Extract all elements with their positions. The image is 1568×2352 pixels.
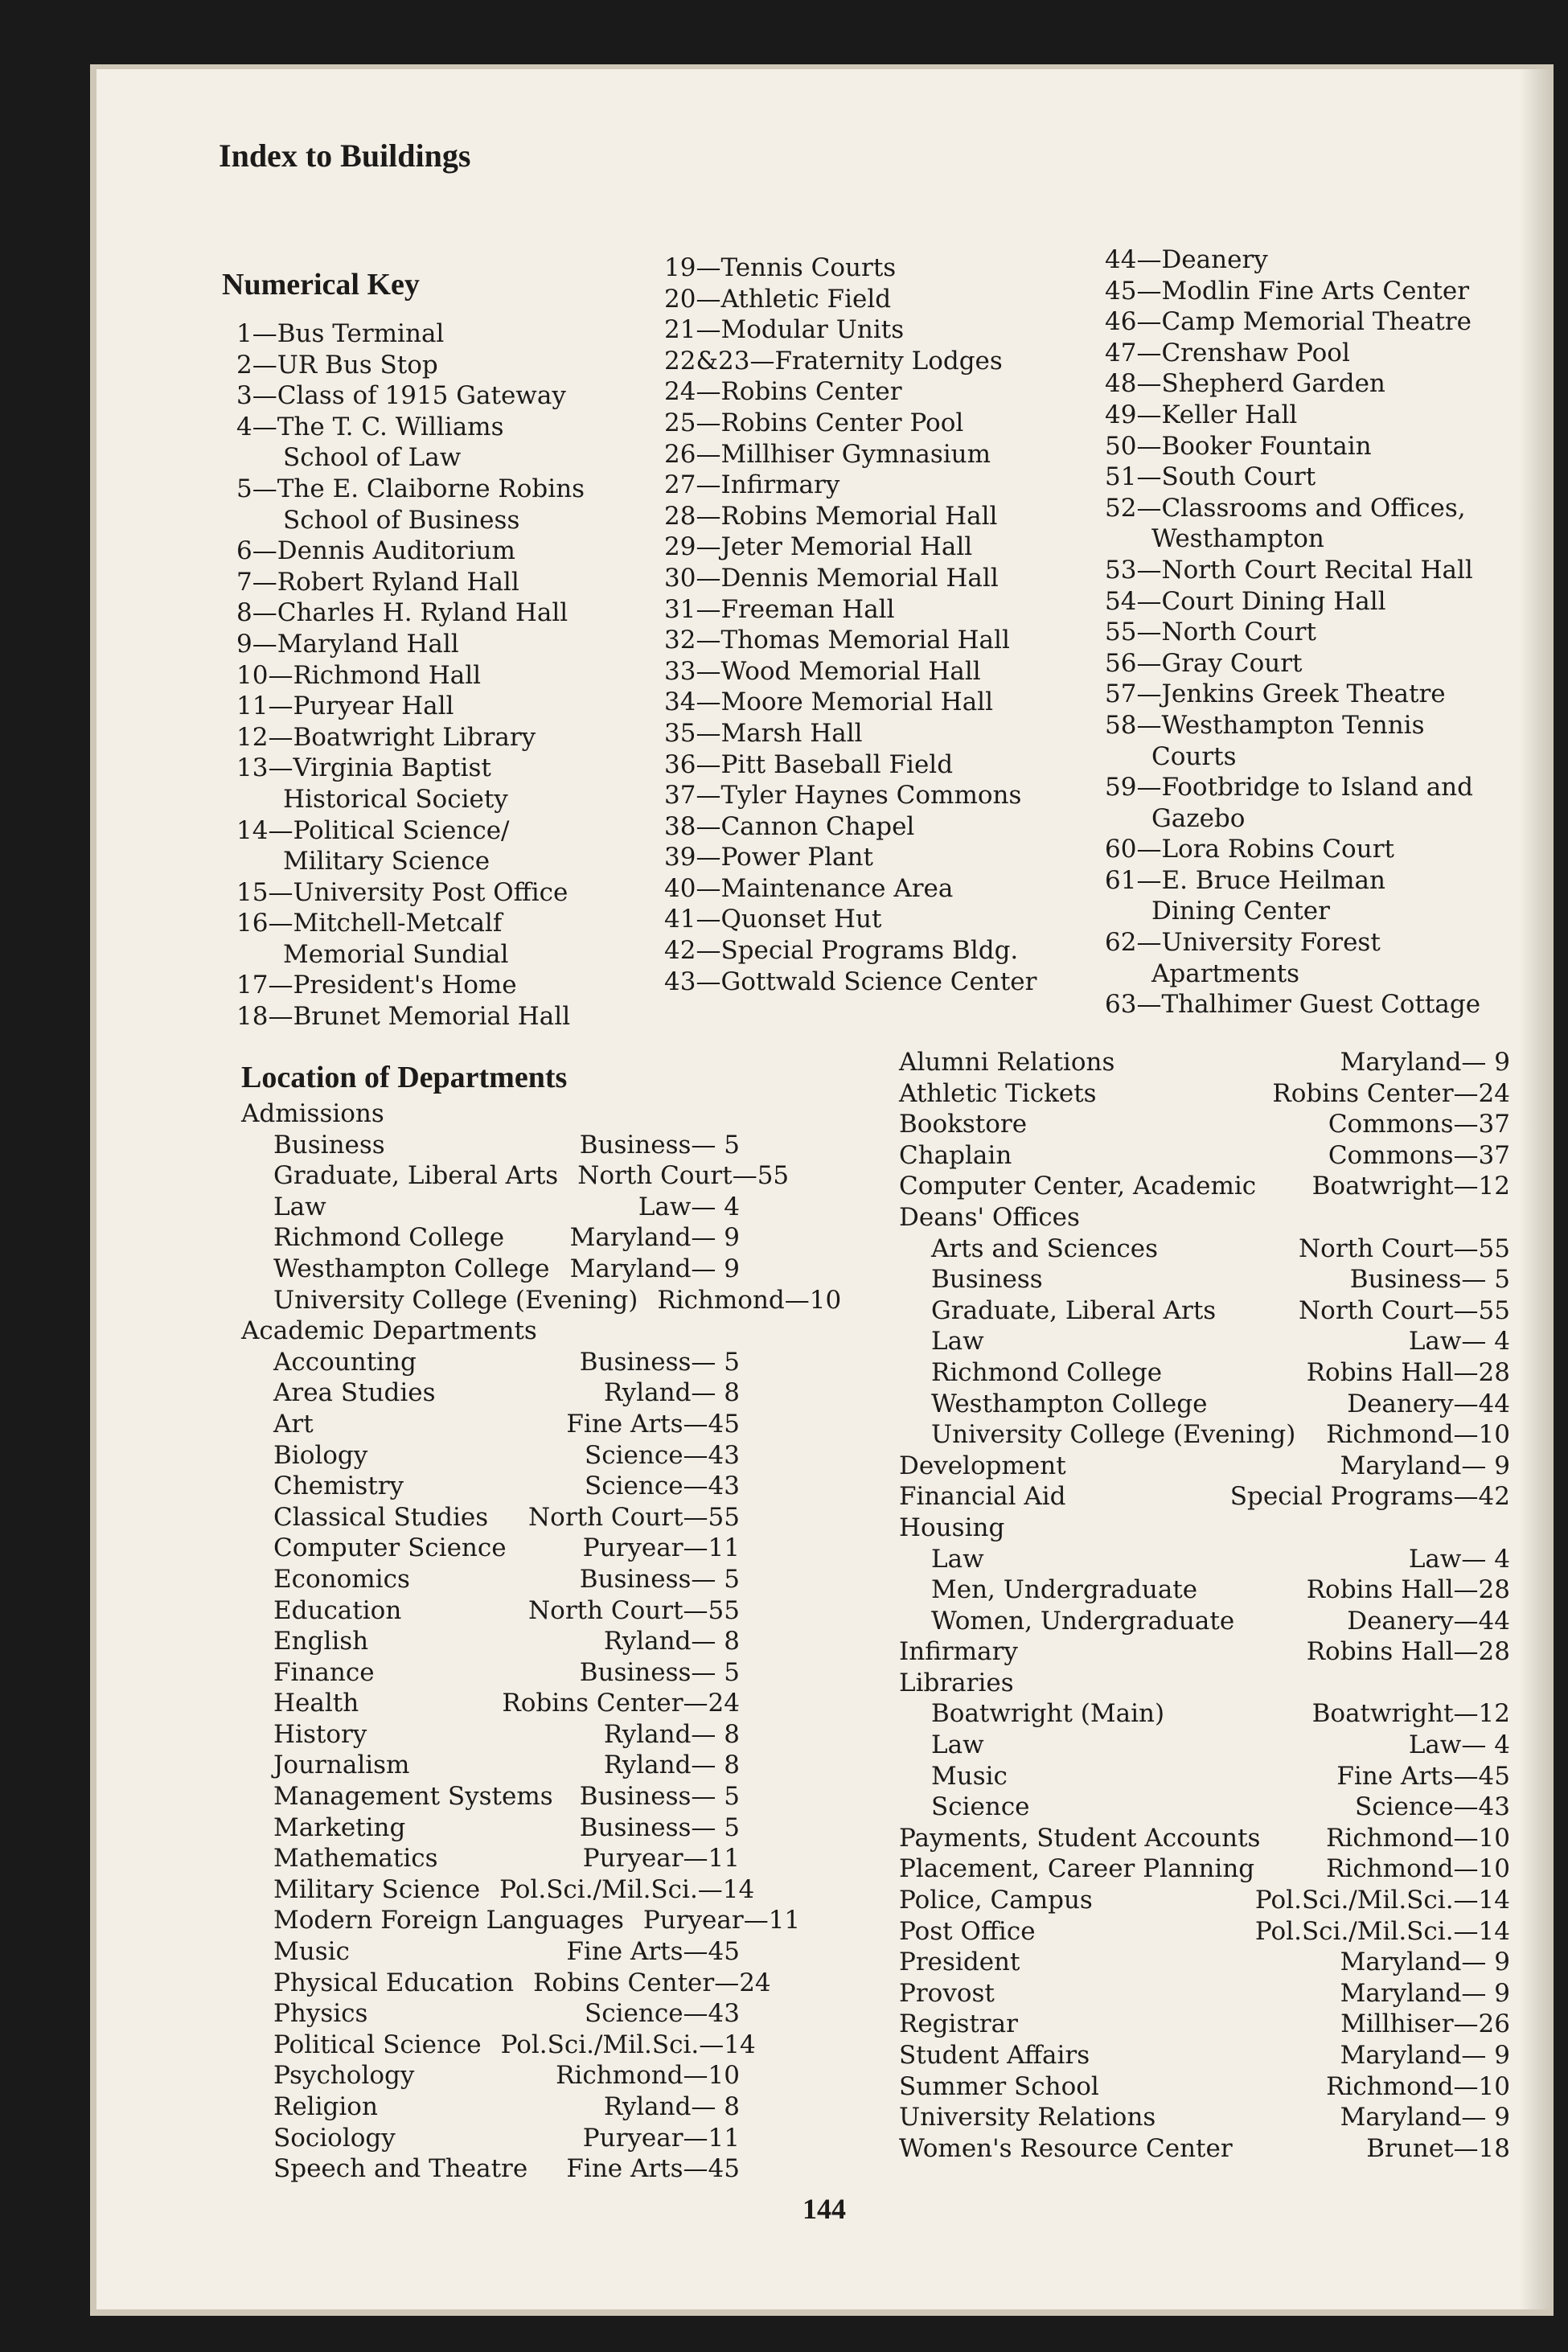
department-building: Richmond—10 [1326,1854,1510,1884]
department-row [899,1295,1510,1327]
department-building: Maryland— 9 [1340,1048,1510,1077]
department-name: University College (Evening) [273,1285,638,1315]
key-entry-continuation: Memorial Sundial [283,939,509,969]
key-entry-continuation: Historical Society [283,784,508,814]
department-row [899,1544,1510,1575]
department-building: Pol.Sci./Mil.Sci.—14 [500,2030,756,2059]
department-building: Pol.Sci./Mil.Sci.—14 [1254,1886,1510,1915]
department-row [241,1285,842,1316]
department-row [241,2153,740,2185]
department-name: Business [931,1265,1043,1295]
key-entry: 42—Special Programs Bldg. [664,936,1019,966]
department-building: Maryland— 9 [1340,2103,1510,2132]
department-building: Science—43 [1355,1792,1510,1822]
department-row [241,2030,756,2061]
department-row [241,1719,740,1751]
department-name: Art [273,1409,314,1439]
key-entry: 7—Robert Ryland Hall [236,567,519,597]
department-building: Business— 5 [579,1347,740,1377]
department-row [899,1823,1510,1854]
department-name: Psychology [273,2061,415,2091]
key-entry: 19—Tennis Courts [664,253,897,282]
department-building: Fine Arts—45 [1336,1761,1510,1791]
department-building: Ryland— 8 [603,2092,740,2121]
department-name: Summer School [899,2071,1099,2101]
department-building: Business— 5 [579,1782,740,1812]
department-building: North Court—55 [1299,1233,1510,1263]
department-row [241,1098,740,1130]
department-name: Business [273,1130,385,1160]
department-name: Academic Departments [241,1316,537,1346]
department-building: Puryear—11 [582,1533,740,1563]
key-entry: 31—Freeman Hall [664,594,895,624]
department-building: Law— 4 [1408,1544,1510,1574]
department-building: Law— 4 [1408,1730,1510,1760]
department-name: Law [931,1544,984,1574]
department-row [241,1595,740,1627]
department-building: Deanery—44 [1347,1606,1510,1636]
key-entry: 22&23—Fraternity Lodges [664,346,1003,376]
department-name: Biology [273,1440,368,1470]
department-building: Brunet—18 [1366,2133,1510,2163]
department-building: Boatwright—12 [1311,1699,1510,1729]
department-name: Computer Science [273,1533,507,1563]
department-row [241,1409,740,1440]
department-building: Robins Center—24 [502,1689,740,1718]
key-entry: 33—Wood Memorial Hall [664,656,981,686]
department-row [899,1761,1510,1792]
department-building: Puryear—11 [642,1906,801,1935]
department-name: Modern Foreign Languages [273,1906,624,1935]
department-row [241,1843,740,1874]
department-row [899,1978,1510,2009]
department-building: Special Programs—42 [1229,1482,1510,1512]
department-row [241,1347,740,1378]
key-entry: 15—University Post Office [236,877,569,907]
department-building: Robins Hall—28 [1306,1575,1510,1605]
department-name: Student Affairs [899,2041,1090,2070]
key-entry: 9—Maryland Hall [236,629,459,659]
department-name: Women, Undergraduate [931,1606,1235,1636]
department-building: Science—43 [585,1999,740,2029]
department-name: Placement, Career Planning [899,1854,1255,1884]
department-row [899,1357,1510,1389]
key-entry: 20—Athletic Field [664,284,892,314]
key-entry: 16—Mitchell-Metcalf [236,909,503,938]
department-row [899,2040,1510,2071]
department-building: Puryear—11 [582,1844,740,1874]
department-building: Law— 4 [638,1192,740,1221]
department-row [899,1326,1510,1357]
key-entry: 27—Infirmary [664,470,840,500]
department-building: North Court—55 [1299,1295,1510,1325]
department-name: Chaplain [899,1140,1012,1170]
department-building: North Court—55 [528,1502,740,1532]
department-name: Infirmary [899,1637,1018,1667]
department-name: Richmond College [273,1223,505,1253]
department-name: Health [273,1689,359,1718]
key-entry: 50—Booker Fountain [1105,431,1372,461]
key-entry: 6—Dennis Auditorium [236,536,515,566]
key-entry: 45—Modlin Fine Arts Center [1105,276,1470,306]
department-building: Robins Hall—28 [1306,1357,1510,1387]
department-building: North Court—55 [528,1595,740,1625]
department-row [241,2091,740,2123]
key-entry-continuation: Apartments [1151,958,1300,988]
department-row [899,1636,1510,1668]
department-name: Law [931,1327,984,1357]
department-name: Political Science [273,2030,482,2059]
key-entry-continuation: Dining Center [1151,897,1330,926]
department-name: Chemistry [273,1472,404,1501]
department-name: Marketing [273,1812,406,1842]
department-row [241,1688,740,1719]
key-entry: 49—Keller Hall [1105,400,1298,429]
department-row [241,1254,740,1285]
department-row [241,1968,771,1999]
department-building: Maryland— 9 [1340,1451,1510,1480]
department-building: Pol.Sci./Mil.Sci.—14 [499,1874,755,1904]
department-row [241,1222,740,1254]
department-building: Ryland— 8 [603,1627,740,1656]
department-name: Sociology [273,2123,396,2153]
page-number: 144 [802,2193,846,2225]
department-name: Development [899,1451,1066,1480]
department-name: History [273,1719,367,1749]
department-row [899,1885,1510,1916]
key-entry: 40—Maintenance Area [664,873,954,903]
department-building [1491,1668,1510,1699]
department-row [241,1130,740,1161]
department-building: Ryland— 8 [603,1751,740,1780]
key-entry: 44—Deanery [1105,245,1268,274]
department-name: Science [931,1792,1030,1822]
department-building: Ryland— 8 [603,1378,740,1408]
department-row [899,1078,1510,1110]
department-row [241,1626,740,1657]
department-row [241,1377,740,1409]
key-entry: 14—Political Science/ [236,815,510,845]
key-entry: 26—Millhiser Gymnasium [664,439,991,469]
department-building: Robins Center—24 [1272,1078,1510,1108]
departments-heading: Location of Departments [241,1061,568,1094]
department-row [241,1750,740,1781]
department-name: Bookstore [899,1110,1028,1139]
key-entry: 34—Moore Memorial Hall [664,688,994,717]
key-entry: 36—Pitt Baseball Field [664,749,954,779]
department-row [899,1574,1510,1606]
department-name: Religion [273,2092,378,2121]
department-building [720,1098,740,1130]
department-name: Graduate, Liberal Arts [931,1295,1217,1325]
department-row [899,1698,1510,1730]
numerical-key-column-3 [1105,244,1480,1020]
key-entry: 28—Robins Memorial Hall [664,501,998,531]
key-entry: 3—Class of 1915 Gateway [236,381,566,411]
department-name: Boatwright (Main) [931,1699,1165,1729]
key-entry-continuation: Military Science [283,847,491,876]
department-row [241,1533,740,1564]
key-entry: 25—Robins Center Pool [664,408,964,437]
department-name: Post Office [899,1916,1036,1946]
department-row [899,1792,1510,1823]
department-row [899,1730,1510,1761]
department-building: Business— 5 [1349,1265,1510,1295]
department-building: Richmond—10 [556,2061,740,2091]
departments-left-list [241,1098,842,2185]
key-entry: 58—Westhampton Tennis [1105,710,1425,740]
key-entry: 52—Classrooms and Offices, [1105,493,1466,523]
department-name: Graduate, Liberal Arts [273,1161,559,1191]
key-entry: 29—Jeter Memorial Hall [664,532,973,562]
department-building: Robins Hall—28 [1306,1637,1510,1667]
department-name: University Relations [899,2103,1156,2132]
key-entry: 59—Footbridge to Island and [1105,773,1473,802]
department-building: Fine Arts—45 [566,1937,740,1967]
department-name: Deans' Offices [899,1202,1080,1232]
department-row [241,1812,740,1844]
department-building: Robins Center—24 [533,1968,771,1997]
department-building: Maryland— 9 [569,1223,740,1253]
department-name: Finance [273,1657,375,1687]
department-building: Business— 5 [579,1657,740,1687]
key-entry: 24—Robins Center [664,377,902,407]
department-name: Area Studies [273,1378,436,1408]
department-name: Alumni Relations [899,1048,1115,1077]
key-entry-continuation: Courts [1151,741,1237,771]
department-row [241,1936,740,1968]
department-row [899,1264,1510,1295]
key-entry: 35—Marsh Hall [664,718,863,748]
department-building: Maryland— 9 [1340,2041,1510,2070]
department-name: Westhampton College [931,1389,1208,1418]
department-building: Maryland— 9 [1340,1978,1510,2008]
department-name: Military Science [273,1874,481,1904]
department-row [899,1668,1510,1699]
key-entry: 4—The T. C. Williams [236,412,504,441]
departments-right-list [899,1047,1510,2164]
department-building: Puryear—11 [582,2123,740,2153]
department-row [241,1781,740,1812]
department-row [899,1853,1510,1885]
key-entry: 53—North Court Recital Hall [1105,555,1473,585]
department-row [241,1192,740,1223]
key-entry: 5—The E. Claiborne Robins [236,474,585,503]
department-name: Westhampton College [273,1254,550,1283]
department-row [899,1481,1510,1513]
department-name: Payments, Student Accounts [899,1823,1261,1853]
department-row [241,2060,740,2091]
department-building: Maryland— 9 [1340,1948,1510,1977]
department-name: Registrar [899,2009,1018,2039]
key-entry: 2—UR Bus Stop [236,350,438,380]
department-building: Richmond—10 [1326,1823,1510,1853]
key-entry: 39—Power Plant [664,843,873,872]
department-building: Law— 4 [1408,1327,1510,1357]
department-name: Libraries [899,1668,1014,1697]
key-entry: 43—Gottwald Science Center [664,967,1037,996]
department-row [899,2071,1510,2103]
department-building: Fine Arts—45 [566,1409,740,1439]
department-building: Richmond—10 [657,1285,842,1315]
department-name: Richmond College [931,1357,1163,1387]
department-building: Richmond—10 [1326,2071,1510,2101]
key-entry: 51—South Court [1105,462,1316,492]
key-entry: 17—President's Home [236,971,517,1000]
department-row [241,1471,740,1502]
numerical-key-heading: Numerical Key [222,268,420,302]
department-row [899,1202,1510,1233]
key-entry: 57—Jenkins Greek Theatre [1105,679,1446,709]
department-row [899,1916,1510,1948]
key-entry: 60—Lora Robins Court [1105,835,1394,864]
key-entry-continuation: School of Law [283,443,462,473]
department-name: President [899,1948,1020,1977]
department-building: Science—43 [585,1472,740,1501]
key-entry: 1—Bus Terminal [236,319,445,348]
department-name: Accounting [273,1347,417,1377]
department-name: Physics [273,1999,368,2029]
key-entry: 32—Thomas Memorial Hall [664,626,1010,655]
department-building [720,1316,740,1347]
key-entry-continuation: Westhampton [1151,524,1324,554]
key-entry: 13—Virginia Baptist [236,753,491,783]
department-row [241,1657,740,1689]
department-name: Music [931,1761,1008,1791]
department-name: Police, Campus [899,1886,1093,1915]
key-entry: 8—Charles H. Ryland Hall [236,598,569,628]
numerical-key-column-1 [236,318,585,1032]
department-name: Music [273,1937,350,1967]
department-name: Mathematics [273,1844,438,1874]
department-name: Arts and Sciences [931,1233,1159,1263]
department-building [1491,1202,1510,1233]
page-title: Index to Buildings [219,138,471,174]
key-entry: 62—University Forest [1105,928,1381,958]
department-row [899,1947,1510,1978]
key-entry: 47—Crenshaw Pool [1105,338,1350,367]
department-row [241,2123,740,2154]
department-row [241,1440,740,1472]
department-building: Ryland— 8 [603,1719,740,1749]
department-row [241,1905,801,1936]
department-building: Science—43 [585,1440,740,1470]
numerical-key-column-2 [664,252,1036,997]
department-building: Richmond—10 [1326,1420,1510,1450]
key-entry: 38—Cannon Chapel [664,811,915,841]
department-name: Journalism [273,1751,410,1780]
department-building: Maryland— 9 [569,1254,740,1283]
department-name: Admissions [241,1099,384,1128]
key-entry: 11—Puryear Hall [236,692,454,721]
department-row [899,1171,1510,1202]
department-name: Men, Undergraduate [931,1575,1198,1605]
department-building: Commons—37 [1328,1140,1510,1170]
key-entry: 54—Court Dining Hall [1105,586,1386,616]
department-row [899,1109,1510,1140]
department-row [241,1564,740,1595]
key-entry: 30—Dennis Memorial Hall [664,563,999,593]
department-row [899,1233,1510,1265]
department-name: Law [273,1192,326,1221]
department-name: Economics [273,1564,410,1594]
department-row [899,1419,1510,1451]
department-name: Education [273,1595,402,1625]
department-building: Fine Arts—45 [566,2154,740,2184]
key-entry: 41—Quonset Hut [664,905,882,934]
key-entry: 37—Tyler Haynes Commons [664,781,1022,811]
department-building: North Court—55 [577,1161,790,1191]
department-name: Physical Education [273,1968,515,1997]
department-row [899,1606,1510,1637]
department-name: Provost [899,1978,995,2008]
department-row [899,1451,1510,1482]
key-entry: 61—E. Bruce Heilman [1105,865,1385,895]
key-entry: 10—Richmond Hall [236,660,482,690]
key-entry: 63—Thalhimer Guest Cottage [1105,990,1481,1020]
key-entry: 12—Boatwright Library [236,722,536,752]
department-building: Boatwright—12 [1311,1172,1510,1201]
department-row [899,1140,1510,1172]
department-building: Pol.Sci./Mil.Sci.—14 [1254,1916,1510,1946]
department-row [899,2102,1510,2133]
department-row [241,1874,755,1906]
department-name: Women's Resource Center [899,2133,1233,2163]
department-building: Deanery—44 [1347,1389,1510,1418]
department-name: Athletic Tickets [899,1078,1097,1108]
department-row [241,1316,740,1347]
department-name: Financial Aid [899,1482,1066,1512]
key-entry: 21—Modular Units [664,315,905,345]
key-entry: 48—Shepherd Garden [1105,369,1385,399]
department-name: Classical Studies [273,1502,489,1532]
department-building [1491,1513,1510,1544]
department-row [899,2133,1510,2165]
department-row [899,1513,1510,1544]
department-name: Housing [899,1513,1005,1542]
department-building: Millhiser—26 [1340,2009,1510,2039]
key-entry: 56—Gray Court [1105,648,1303,678]
page [96,69,1552,2309]
department-row [899,1047,1510,1078]
key-entry: 18—Brunet Memorial Hall [236,1002,571,1032]
key-entry-continuation: School of Business [283,505,520,535]
department-row [899,1389,1510,1420]
department-row [241,1998,740,2030]
key-entry-continuation: Gazebo [1151,803,1246,833]
department-name: Speech and Theatre [273,2154,528,2184]
key-entry: 46—Camp Memorial Theatre [1105,307,1472,337]
department-building: Business— 5 [579,1812,740,1842]
department-row [899,2009,1510,2040]
department-name: Law [931,1730,984,1760]
department-building: Business— 5 [579,1564,740,1594]
department-name: Computer Center, Academic [899,1172,1257,1201]
department-name: University College (Evening) [931,1420,1296,1450]
key-entry: 55—North Court [1105,618,1316,647]
department-row [241,1502,740,1533]
department-row [241,1160,790,1192]
department-building: Business— 5 [579,1130,740,1160]
department-building: Commons—37 [1328,1110,1510,1139]
department-name: English [273,1627,369,1656]
department-name: Management Systems [273,1782,553,1812]
